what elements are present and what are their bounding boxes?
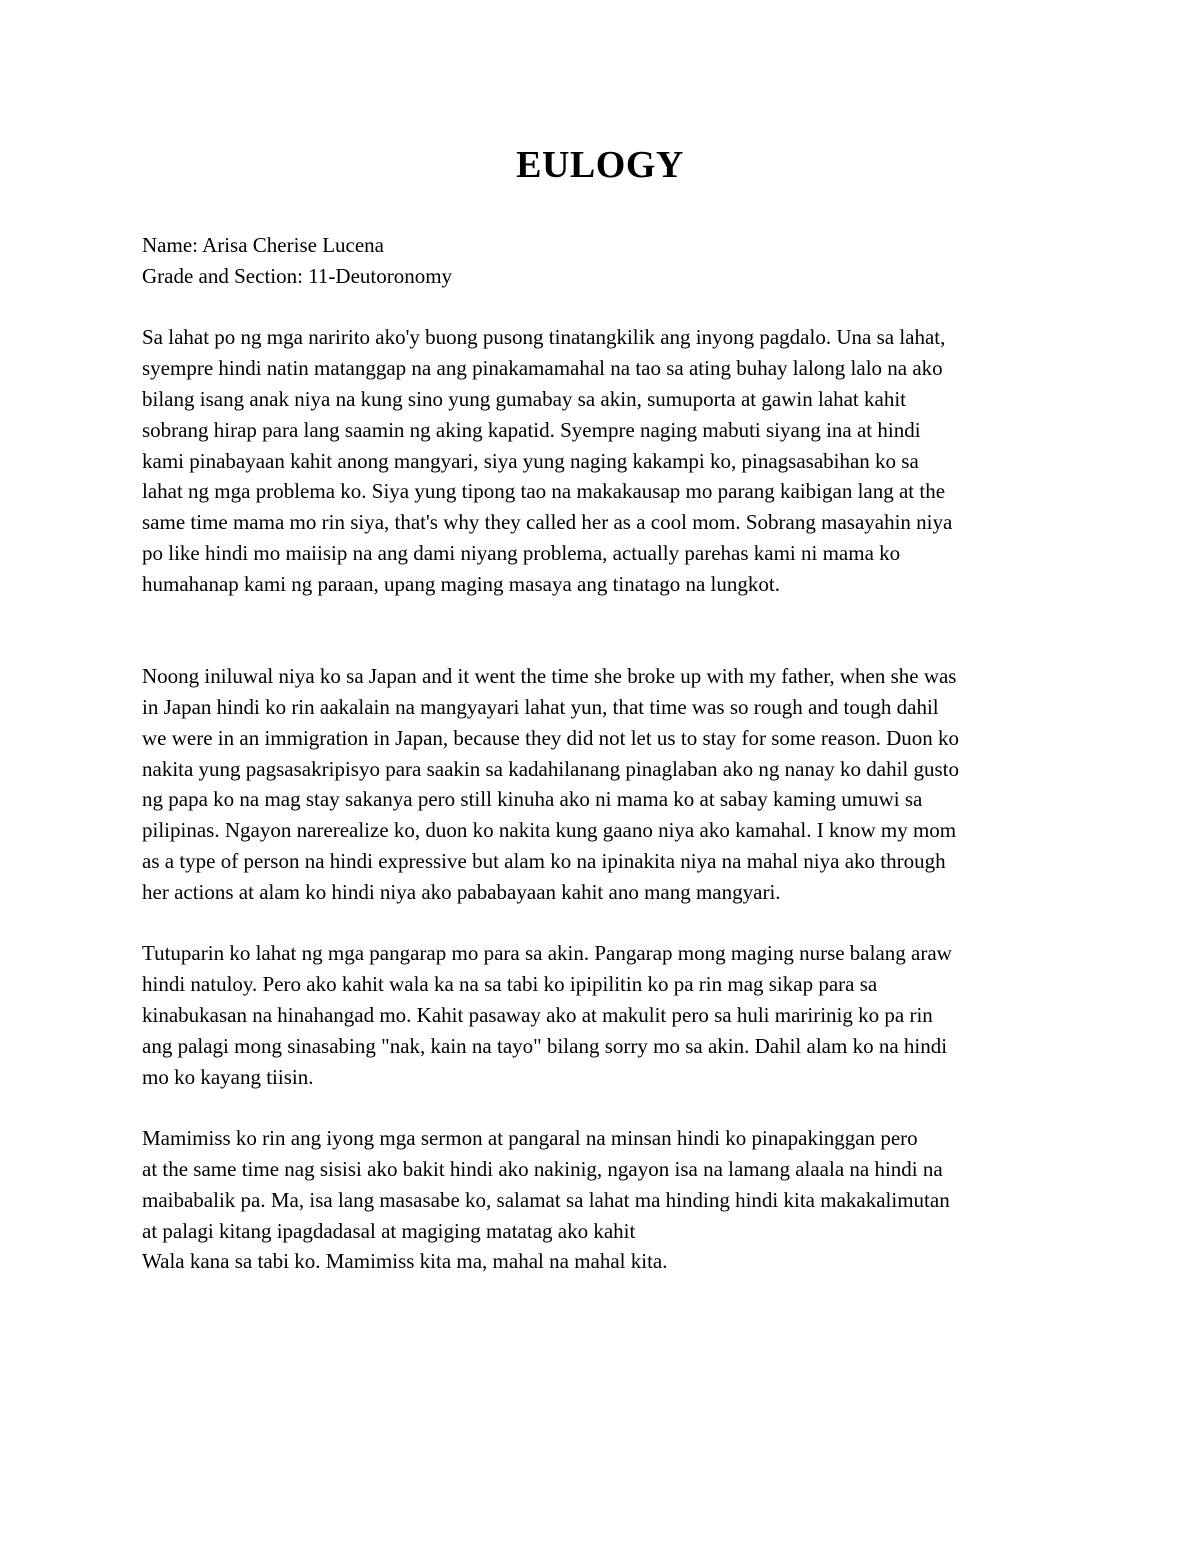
- paragraph-3: [142, 938, 1072, 1092]
- paragraph-line: Tutuparin ko lahat ng mga pangarap mo para sa akin. Pangarap mong maging nurse balang araw: [142, 941, 952, 966]
- name-line: Name: Arisa Cherise Lucena: [142, 233, 384, 257]
- paragraph-line: hindi natuloy. Pero ako kahit wala ka na sa tabi ko ipipilitin ko pa rin mag sikap para sa: [142, 972, 878, 997]
- paragraph-2: [142, 661, 1072, 907]
- paragraph-line: pilipinas. Ngayon narerealize ko, duon ko nakita kung gaano niya ako kamahal. I know my mom: [142, 818, 957, 843]
- paragraph-line: bilang isang anak niya na kung sino yung gumabay sa akin, sumuporta at gawin lahat kahit: [142, 386, 906, 411]
- paragraph-line: po like hindi mo maiisip na ang dami niyang problema, actually parehas kami ni mama ko: [142, 540, 901, 565]
- paragraph-line: kinabukasan na hinahangad mo. Kahit pasaway ako at makulit pero sa huli maririnig ko pa rin: [142, 1002, 933, 1027]
- paragraph-4: [142, 1123, 1072, 1277]
- paragraph-line: we were in an immigration in Japan, because they did not let us to stay for some reason. Duon ko: [142, 725, 960, 750]
- paragraph-line: lahat ng mga problema ko. Siya yung tipong tao na makakausap mo parang kaibigan lang at the: [142, 479, 946, 504]
- paragraph-line: as a type of person na hindi expressive but alam ko na ipinakita niya na mahal niya ako through: [142, 848, 946, 873]
- paragraph-line: ang palagi mong sinasabing "nak, kain na tayo" bilang sorry mo sa akin. Dahil alam ko na hindi: [142, 1033, 948, 1058]
- document-body: [142, 230, 1072, 1277]
- paragraph-line: maibabalik pa. Ma, isa lang masasabe ko, salamat sa lahat ma hinding hindi kita makakalimutan: [142, 1187, 950, 1212]
- paragraph-line: Mamimiss ko rin ang iyong mga sermon at pangaral na minsan hindi ko pinapakinggan pero: [142, 1126, 918, 1151]
- paragraph-line: in Japan hindi ko rin aakalain na mangyayari lahat yun, that time was so rough and tough dahil: [142, 694, 939, 719]
- paragraph-line: sobrang hirap para lang saamin ng aking kapatid. Syempre naging mabuti siyang ina at hindi: [142, 417, 921, 442]
- paragraph-line: Sa lahat po ng mga naririto ako'y buong pusong tinatangkilik ang inyong pagdalo. Una sa lahat,: [142, 325, 946, 350]
- paragraph-line: her actions at alam ko hindi niya ako pababayaan kahit ano mang mangyari.: [142, 879, 781, 904]
- paragraph-line: at palagi kitang ipagdadasal at magiging matatag ako kahit: [142, 1218, 636, 1243]
- paragraph-line: mo ko kayang tiisin.: [142, 1064, 314, 1089]
- paragraph-1: [142, 322, 1072, 599]
- spacer: [142, 600, 1072, 662]
- paragraph-line: Noong iniluwal niya ko sa Japan and it went the time she broke up with my father, when she was: [142, 664, 957, 689]
- spacer: [142, 908, 1072, 939]
- paragraph-line: kami pinabayaan kahit anong mangyari, siya yung naging kakampi ko, pinagsasabihan ko sa: [142, 448, 919, 473]
- paragraph-line: ng papa ko na mag stay sakanya pero still kinuha ako ni mama ko at sabay kaming umuwi sa: [142, 787, 923, 812]
- paragraph-line: nakita yung pagsasakripisyo para saakin sa kadahilanang pinaglaban ako ng nanay ko dahil gusto: [142, 756, 960, 781]
- paragraph-line: Wala kana sa tabi ko. Mamimiss kita ma, mahal na mahal kita.: [142, 1249, 668, 1274]
- spacer: [142, 1092, 1072, 1123]
- paragraph-line: syempre hindi natin matanggap na ang pinakamamahal na tao sa ating buhay lalong lalo na ako: [142, 356, 943, 381]
- spacer: [142, 292, 1072, 323]
- grade-section-line: Grade and Section: 11-Deutoronomy: [142, 263, 453, 288]
- document-title: EULOGY: [516, 144, 684, 186]
- paragraph-line: same time mama mo rin siya, that's why they called her as a cool mom. Sobrang masayahin niya: [142, 510, 953, 535]
- paragraph-line: at the same time nag sisisi ako bakit hindi ako nakinig, ngayon isa na lamang alaala na hindi na: [142, 1156, 943, 1181]
- paragraph-line: humahanap kami ng paraan, upang maging masaya ang tinatago na lungkot.: [142, 571, 780, 596]
